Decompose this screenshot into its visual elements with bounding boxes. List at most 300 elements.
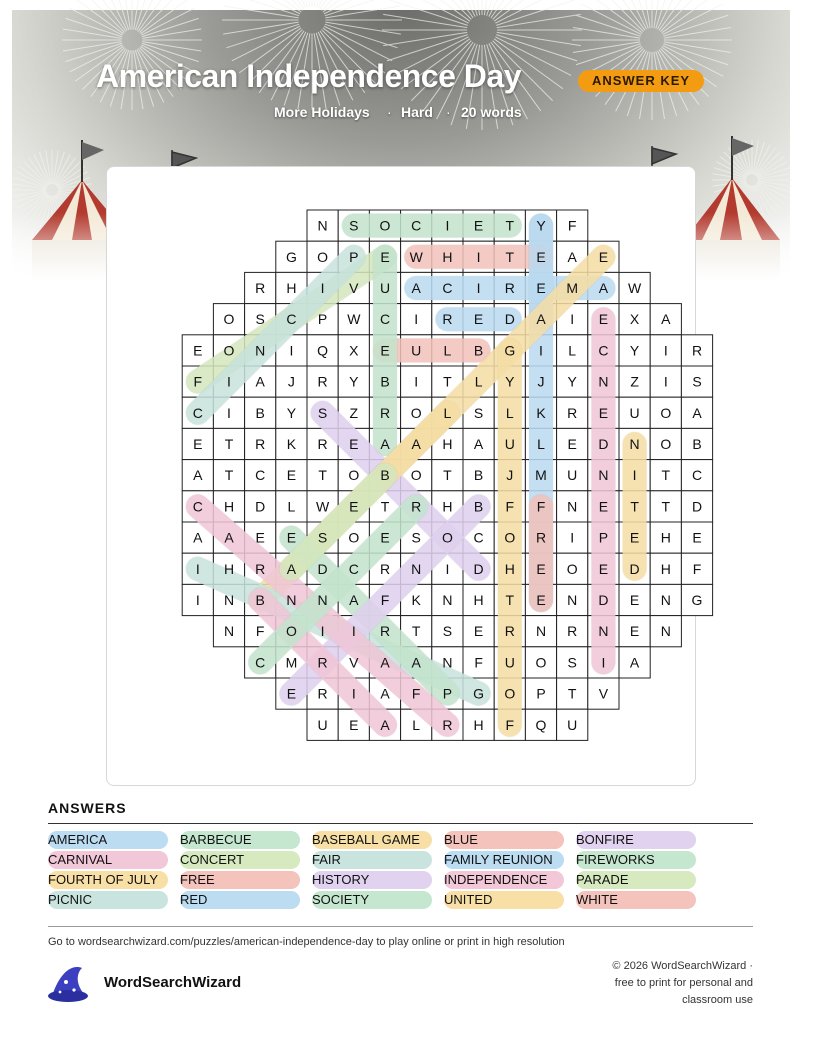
grid-letter: R [411,498,422,515]
grid-letter: E [629,623,640,640]
grid-letter: B [473,498,484,515]
grid-letter: L [443,342,452,359]
grid-letter: N [598,623,609,640]
answer-word [576,871,696,889]
grid-letter: N [442,592,453,608]
grid-letter: Y [505,373,515,390]
grid-letter: I [601,654,606,671]
answer-word [180,871,300,889]
answer-word [180,831,300,849]
grid-letter: E [692,529,702,546]
grid-letter: B [473,342,484,359]
grid-letter: N [411,560,422,577]
grid-letter: O [566,560,578,577]
grid-letter: I [320,280,325,296]
answer-word [48,851,168,869]
answer-word [444,891,564,909]
grid-letter: W [409,248,423,265]
grid-letter: N [567,592,578,608]
answer-word [48,871,168,889]
grid-letter: I [663,342,668,359]
grid-letter: C [411,217,422,234]
grid-letter: T [443,373,452,390]
answer-word [576,831,696,849]
grid-letter: E [193,436,203,452]
grid-letter: A [286,560,297,577]
word-search-grid [107,167,703,785]
answer-word-label: CONCERT [180,852,245,867]
grid-letter: B [473,467,484,484]
grid-letter: I [351,623,356,640]
grid-letter: C [192,404,203,421]
grid-letter: O [410,467,422,484]
grid-letter: I [227,373,231,390]
grid-letter: I [632,467,637,484]
grid-letter: M [285,654,298,671]
grid-letter: O [660,436,672,452]
grid-letter: E [286,685,297,702]
grid-letter: F [193,373,203,390]
grid-letter: I [539,342,543,359]
grid-letter: H [660,529,671,546]
page-title: American Independence Day [96,58,521,94]
grid-letter: O [535,654,547,671]
grid-letter: Z [349,404,359,421]
answer-word-label: FIREWORKS [576,852,655,867]
answer-word [312,871,432,889]
grid-letter: O [285,623,297,640]
grid-letter: M [566,280,579,296]
grid-letter: E [473,623,484,640]
grid-letter: B [380,467,390,484]
grid-letter: X [629,311,640,328]
grid-letter: A [536,311,546,328]
grid-letter: J [537,373,545,390]
grid-letter: E [349,436,359,452]
grid-letter: R [691,342,703,359]
grid-letter: C [348,560,359,577]
grid-letter: I [414,373,419,390]
grid-letter: D [598,592,609,608]
grid-letter: U [504,436,515,452]
grid-letter: S [473,404,484,421]
grid-letter: T [567,685,577,702]
grid-letter: S [692,373,702,390]
grid-letter: S [317,404,328,421]
answer-word [444,831,564,849]
answer-word-label: BASEBALL GAME [312,832,420,847]
answer-word [312,851,432,869]
grid-letter: F [474,654,483,671]
grid-letter: D [504,311,515,328]
grid-letter: R [379,560,391,577]
grid-letter: R [535,529,547,546]
grid-letter: E [349,498,359,515]
grid-letter: R [317,373,328,390]
grid-letter: G [504,342,516,359]
grid-letter: G [691,592,703,608]
grid-letter: N [223,623,235,640]
answer-word [576,851,696,869]
grid-letter: C [598,342,609,359]
grid-letter: L [537,436,545,452]
grid-letter: T [224,436,234,452]
grid-letter: I [476,280,481,296]
grid-letter: R [567,623,578,640]
grid-letter: Y [629,342,640,359]
grid-letter: S [567,654,577,671]
grid-letter: E [629,592,640,608]
grid-letter: N [442,654,453,671]
grid-letter: E [380,342,390,359]
grid-letter: T [318,467,327,484]
grid-letter: D [317,560,328,577]
grid-letter: T [505,217,515,234]
answer-word-label: HISTORY [312,872,370,887]
grid-letter: W [347,311,361,328]
grid-letter: P [317,311,328,328]
grid-letter: N [660,623,671,640]
grid-letter: A [193,529,203,546]
grid-letter: R [442,716,453,733]
answer-word-label: CARNIVAL [48,852,113,867]
grid-letter: A [598,280,609,296]
grid-letter: I [289,342,294,359]
grid-letter: R [317,685,328,702]
answer-word-label: FOURTH OF JULY [48,872,159,887]
grid-letter: A [411,280,421,296]
grid-letter: V [598,685,609,702]
grid-letter: A [349,592,359,608]
grid-letter: H [286,280,297,296]
grid-letter: I [195,560,200,577]
answers-divider [48,823,753,824]
answer-word-label: UNITED [444,892,493,907]
grid-letter: Y [567,373,577,390]
grid-letter: N [598,467,609,484]
grid-letter: Q [317,342,329,359]
grid-letter: U [379,280,391,296]
answer-word-label: RED [180,892,208,907]
answer-word-label: BARBECUE [180,832,252,847]
grid-letter: A [661,311,671,328]
grid-letter: H [223,498,235,515]
answer-word-label: PICNIC [48,892,93,907]
grid-letter: G [285,248,297,265]
answer-word-label: FREE [180,872,215,887]
grid-letter: R [255,280,266,296]
word-count-label: 20 words [461,104,522,120]
grid-letter: B [692,436,702,452]
answer-word-label: PARADE [576,872,629,887]
grid-letter: H [473,716,484,733]
grid-letter: L [505,404,514,421]
grid-letter: E [473,217,484,234]
grid-letter: X [349,342,359,359]
grid-letter: A [380,436,390,452]
grid-letter: I [414,311,419,328]
grid-letter: A [473,436,484,452]
grid-letter: A [255,373,265,390]
grid-letter: R [317,654,328,671]
grid-letter: A [193,467,203,484]
grid-letter: T [224,467,234,484]
grid-letter: E [536,280,546,296]
grid-letter: L [568,342,577,359]
grid-letter: E [598,498,609,515]
answer-word-label: SOCIETY [312,892,370,907]
difficulty-label: Hard [401,104,433,120]
grid-letter: C [192,498,203,515]
answer-word [312,891,432,909]
grid-letter: C [379,311,391,328]
grid-letter: W [315,498,330,515]
grid-letter: P [536,685,546,702]
grid-letter: E [629,529,640,546]
grid-letter: C [691,467,703,484]
grid-letter: U [567,467,578,484]
grid-letter: H [442,248,453,265]
grid-letter: C [473,529,484,546]
grid-letter: O [660,404,672,421]
grid-letter: R [255,436,266,452]
grid-letter: N [660,592,671,608]
grid-letter: F [380,592,390,608]
grid-letter: B [255,404,265,421]
grid-letter: H [442,436,453,452]
grid-letter: H [442,498,453,515]
grid-letter: O [504,529,516,546]
grid-letter: T [505,592,515,608]
grid-letter: U [317,716,328,733]
grid-letter: Q [535,716,547,733]
grid-letter: Y [349,373,359,390]
answer-word [180,851,300,869]
grid-letter: L [287,498,296,515]
grid-letter: D [691,498,703,515]
puzzle-card [106,166,703,786]
grid-letter: O [504,685,516,702]
category-label: More Holidays [274,104,370,120]
grid-letter: N [255,342,266,359]
answer-word-label: WHITE [576,892,618,907]
grid-letter: E [286,467,297,484]
grid-letter: E [193,342,203,359]
copyright-line: classroom use [682,994,753,1006]
answer-word-label: INDEPENDENCE [444,872,548,887]
grid-letter: O [379,217,391,234]
answer-word-label: FAIR [312,852,341,867]
grid-letter: P [598,529,609,546]
grid-letter: O [410,404,422,421]
grid-letter: I [570,529,575,546]
grid-letter: J [287,373,295,390]
grid-letter: D [255,498,266,515]
grid-letter: M [535,467,547,484]
answer-word [48,891,168,909]
grid-letter: E [349,716,359,733]
grid-letter: I [570,311,575,328]
grid-letter: S [255,311,265,328]
grid-letter: E [536,560,546,577]
grid-letter: D [598,436,609,452]
answer-word [180,891,300,909]
footer-url-text: Go to wordsearchwizard.com/puzzles/american-independence-day to play online or print in high resolution [48,936,565,948]
grid-letter: N [317,217,328,234]
grid-letter: F [505,716,515,733]
grid-letter: L [474,373,483,390]
grid-letter: S [317,529,328,546]
grid-letter: E [380,248,390,265]
grid-letter: U [567,716,578,733]
grid-letter: C [255,654,266,671]
grid-letter: Y [536,217,546,234]
answer-word-label: AMERICA [48,832,108,847]
grid-letter: N [598,373,609,390]
grid-letter: J [506,467,514,484]
grid-letter: S [349,217,359,234]
grid-letter: W [627,280,642,296]
footer-divider [48,926,753,927]
grid-letter: E [380,529,390,546]
grid-letter: N [567,498,578,515]
grid-letter: A [567,248,577,265]
answer-word-label: BONFIRE [576,832,634,847]
grid-letter: C [286,311,297,328]
grid-letter: I [476,248,481,265]
grid-letter: E [286,529,297,546]
grid-letter: F [567,217,577,234]
grid-letter: T [411,623,421,640]
grid-letter: O [317,248,329,265]
grid-letter: N [317,592,328,608]
grid-letter: E [598,560,609,577]
copyright-text [583,958,753,1009]
grid-letter: R [504,280,515,296]
grid-letter: I [320,623,325,640]
grid-letter: T [661,498,671,515]
answer-key-badge: ANSWER KEY [578,70,704,92]
grid-letter: R [504,623,515,640]
grid-letter: T [380,498,390,515]
grid-letter: L [412,716,421,733]
separator-dot: · [446,104,451,120]
grid-letter: O [223,311,235,328]
answer-word [444,871,564,889]
grid-letter: H [223,560,235,577]
grid-letter: K [286,436,297,452]
answer-word [312,831,432,849]
grid-letter: D [629,560,640,577]
answer-word [444,851,564,869]
grid-letter: S [411,529,421,546]
grid-letter: V [349,280,359,296]
grid-letter: A [380,654,390,671]
answer-word [48,831,168,849]
grid-letter: E [473,311,484,328]
grid-letter: E [255,529,265,546]
grid-letter: U [629,404,640,421]
grid-letter: N [223,592,235,608]
answer-word-label: BLUE [444,832,478,847]
answers-heading: ANSWERS [48,800,127,816]
grid-letter: B [255,592,265,608]
grid-letter: F [692,560,702,577]
grid-letter: D [473,560,484,577]
grid-letter: A [411,436,421,452]
grid-letter: P [442,685,453,702]
grid-letter: R [379,623,391,640]
grid-letter: C [442,280,453,296]
grid-letter: R [255,560,266,577]
grid-letter: I [445,560,450,577]
grid-letter: N [535,623,547,640]
grid-letter: E [598,404,609,421]
grid-letter: I [227,404,231,421]
brand-name: WordSearchWizard [104,974,242,991]
grid-letter: O [223,342,235,359]
grid-letter: P [349,248,359,265]
grid-letter: Z [630,373,639,390]
grid-letter: E [598,311,609,328]
grid-letter: F [505,498,515,515]
grid-letter: R [567,404,578,421]
grid-letter: O [348,529,360,546]
answer-word [576,891,696,909]
grid-letter: O [441,529,453,546]
grid-letter: E [567,436,577,452]
grid-letter: A [380,716,390,733]
grid-letter: U [504,654,515,671]
wizard-hat-icon [46,962,92,1004]
grid-letter: H [504,560,515,577]
grid-letter: S [442,623,453,640]
grid-letter: K [536,404,546,421]
grid-letter: I [195,592,200,608]
grid-letter: U [411,342,422,359]
grid-letter: A [629,654,640,671]
grid-letter: T [661,467,671,484]
grid-letter: K [411,592,421,608]
grid-letter: R [317,436,328,452]
grid-letter: G [473,685,485,702]
grid-letter: F [411,685,421,702]
grid-letter: T [630,498,639,515]
grid-letter: Y [286,404,297,421]
grid-letter: A [411,654,421,671]
separator-dot: · [387,104,392,120]
grid-letter: T [505,248,515,265]
grid-letter: H [473,592,484,608]
grid-letter: L [443,404,452,421]
grid-letter: N [286,592,297,608]
grid-letter: F [536,498,546,515]
grid-letter: H [660,560,671,577]
grid-letter: B [380,373,390,390]
grid-letter: T [443,467,452,484]
grid-letter: A [224,529,234,546]
grid-letter: I [445,217,450,234]
grid-letter: V [349,654,359,671]
grid-letter: E [536,248,546,265]
grid-letter: F [255,623,265,640]
copyright-line: free to print for personal and [614,977,753,989]
grid-letter: R [442,311,453,328]
grid-letter: C [255,467,266,484]
grid-letter: A [692,404,702,421]
grid-letter: E [536,592,546,608]
grid-letter: A [380,685,390,702]
